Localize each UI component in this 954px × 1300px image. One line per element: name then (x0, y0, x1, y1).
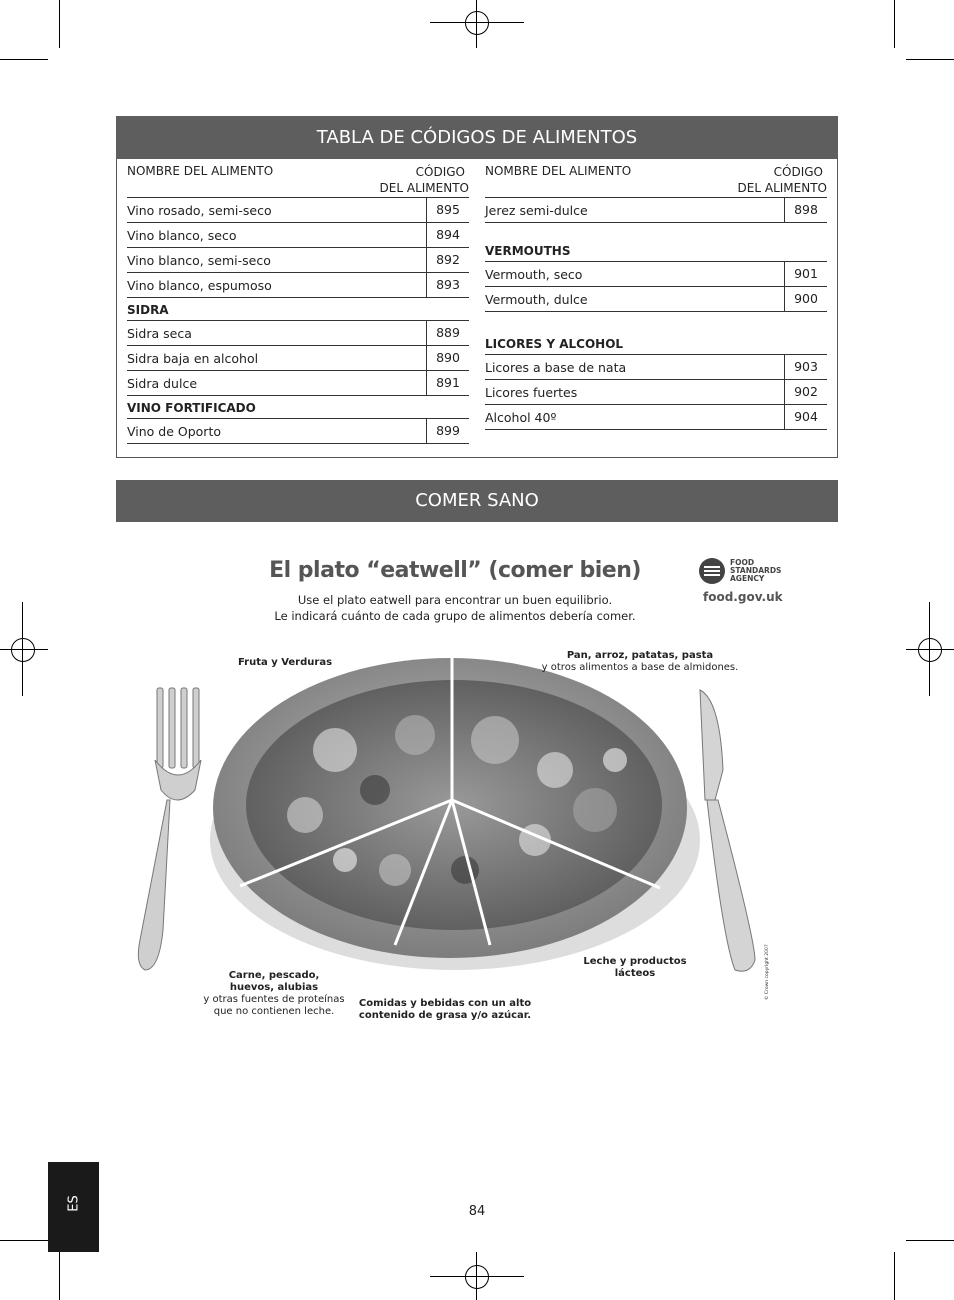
label-fruit-veg (220, 657, 350, 669)
food-name: Licores a base de nata (485, 360, 627, 375)
table-left-column (127, 159, 469, 444)
crop-mark (59, 0, 60, 48)
section-heading-text: SIDRA (127, 303, 169, 317)
registration-line (22, 602, 23, 696)
table-row (485, 198, 827, 223)
crop-mark (906, 59, 954, 60)
food-name: Jerez semi-dulce (485, 203, 588, 218)
label-protein-bold: huevos, alubias (229, 982, 319, 993)
label-fruit-veg-text: Fruta y Verduras (237, 657, 333, 668)
language-tab (48, 1162, 99, 1252)
label-protein (190, 970, 358, 1018)
knife-icon (700, 690, 755, 971)
food-name: Licores fuertes (485, 385, 578, 400)
fsa-name-line: AGENCY (730, 574, 765, 583)
table-row (127, 248, 469, 273)
col-code-header (380, 164, 469, 196)
crop-mark (59, 1252, 60, 1300)
table-right-column (485, 159, 827, 430)
table-row (127, 419, 469, 444)
fsa-url: food.gov.uk (703, 590, 783, 604)
food-code: 890 (426, 346, 469, 370)
registration-mark-left (11, 638, 35, 662)
registration-mark-bottom (465, 1265, 489, 1289)
eatwell-plate-illustration (115, 640, 835, 990)
section-heading-vino-fortificado (127, 396, 469, 419)
plate-title: El plato “eatwell” (comer bien) (269, 558, 641, 583)
label-bread-bold: Pan, arroz, patatas, pasta (566, 650, 714, 661)
row-gap (485, 223, 827, 235)
label-dairy-line: Leche y productos (583, 956, 687, 967)
food-code: 903 (784, 355, 827, 379)
col-code-header-line1: CÓDIGO (773, 165, 823, 179)
label-fat-sugar-line: contenido de grasa y/o azúcar. (358, 1010, 532, 1021)
fsa-name-line: STANDARDS (730, 566, 782, 575)
registration-line (430, 22, 524, 23)
table-row (127, 198, 469, 223)
section-heading-text: VERMOUTHS (485, 244, 571, 258)
table-row (127, 223, 469, 248)
registration-line (430, 1276, 524, 1277)
label-dairy-line: lácteos (614, 968, 656, 979)
food-table-title: TABLA DE CÓDIGOS DE ALIMENTOS (316, 127, 638, 148)
plate-subtitle-line2: Le indicará cuánto de cada grupo de alimentos debería comer. (274, 609, 636, 623)
food-name: Vino blanco, seco (127, 228, 237, 243)
registration-line (0, 649, 48, 650)
registration-mark-top (465, 11, 489, 35)
fsa-name (730, 559, 781, 583)
section-heading-sidra (127, 298, 469, 321)
food-code: 901 (784, 262, 827, 286)
copyright-note: © Crown copyright 2007 (765, 944, 770, 1000)
food-code: 892 (426, 248, 469, 272)
food-code: 899 (426, 419, 469, 443)
section-heading-text: VINO FORTIFICADO (127, 401, 256, 415)
registration-line (929, 602, 930, 696)
food-code: 891 (426, 371, 469, 395)
table-row (127, 273, 469, 298)
food-code: 895 (426, 198, 469, 222)
food-table-header (116, 116, 838, 159)
food-name: Alcohol 40º (485, 410, 557, 425)
table-row (127, 346, 469, 371)
food-name: Sidra dulce (127, 376, 198, 391)
table-row (127, 371, 469, 396)
food-code: 902 (784, 380, 827, 404)
table-row (127, 321, 469, 346)
registration-line (476, 1252, 477, 1300)
label-protein-bold: Carne, pescado, (228, 970, 320, 981)
col-code-header-line1: CÓDIGO (415, 165, 465, 179)
fork-icon (138, 688, 201, 970)
label-fat-sugar-line: Comidas y bebidas con un alto (358, 998, 532, 1009)
food-code: 889 (426, 321, 469, 345)
table-row (485, 355, 827, 380)
healthy-eating-header (116, 480, 838, 522)
section-heading-licores (485, 332, 827, 355)
food-code-table (116, 159, 838, 458)
table-row (485, 405, 827, 430)
food-name: Vermouth, dulce (485, 292, 588, 307)
language-tab-label: ES (66, 1195, 82, 1212)
label-bread (530, 650, 750, 674)
registration-line (906, 649, 954, 650)
fsa-name-line: FOOD (730, 558, 755, 567)
crop-mark (906, 1240, 954, 1241)
label-bread-rest: y otros alimentos a base de almidones. (541, 662, 739, 673)
table-row (485, 380, 827, 405)
table-row (485, 262, 827, 287)
label-protein-rest: y otras fuentes de proteínas (203, 994, 345, 1005)
plate-subtitle (250, 592, 660, 624)
col-code-header-line2: DEL ALIMENTO (737, 181, 827, 195)
healthy-eating-title: COMER SANO (415, 490, 539, 511)
page-number: 84 (468, 1204, 486, 1219)
food-code: 893 (426, 273, 469, 297)
registration-line (476, 0, 477, 48)
food-name: Vino blanco, semi-seco (127, 253, 271, 268)
food-name: Vino rosado, semi-seco (127, 203, 272, 218)
crop-mark (894, 1252, 895, 1300)
table-header-row (485, 159, 827, 198)
food-name: Vino blanco, espumoso (127, 278, 272, 293)
col-code-header-line2: DEL ALIMENTO (379, 181, 469, 195)
food-code: 894 (426, 223, 469, 247)
food-name: Vermouth, seco (485, 267, 583, 282)
table-header-row (127, 159, 469, 198)
table-row (485, 287, 827, 312)
col-name-header: NOMBRE DEL ALIMENTO (127, 164, 274, 178)
food-name: Sidra seca (127, 326, 192, 341)
crop-mark (894, 0, 895, 48)
section-heading-vermouths (485, 235, 827, 261)
crop-mark (0, 1240, 48, 1241)
label-dairy (575, 956, 695, 980)
row-gap (485, 312, 827, 332)
label-protein-rest: que no contienen leche. (213, 1006, 335, 1017)
crop-mark (0, 59, 48, 60)
col-name-header: NOMBRE DEL ALIMENTO (485, 164, 632, 178)
fsa-emblem-icon (698, 557, 728, 587)
food-code: 898 (784, 198, 827, 222)
registration-mark-right (918, 638, 942, 662)
col-code-header (738, 164, 827, 196)
section-heading-text: LICORES Y ALCOHOL (485, 337, 624, 351)
food-code: 904 (784, 405, 827, 429)
food-name: Sidra baja en alcohol (127, 351, 259, 366)
plate-subtitle-line1: Use el plato eatwell para encontrar un buen equilibrio. (297, 593, 613, 607)
food-name: Vino de Oporto (127, 424, 222, 439)
food-code: 900 (784, 287, 827, 311)
label-fat-sugar (355, 998, 535, 1022)
